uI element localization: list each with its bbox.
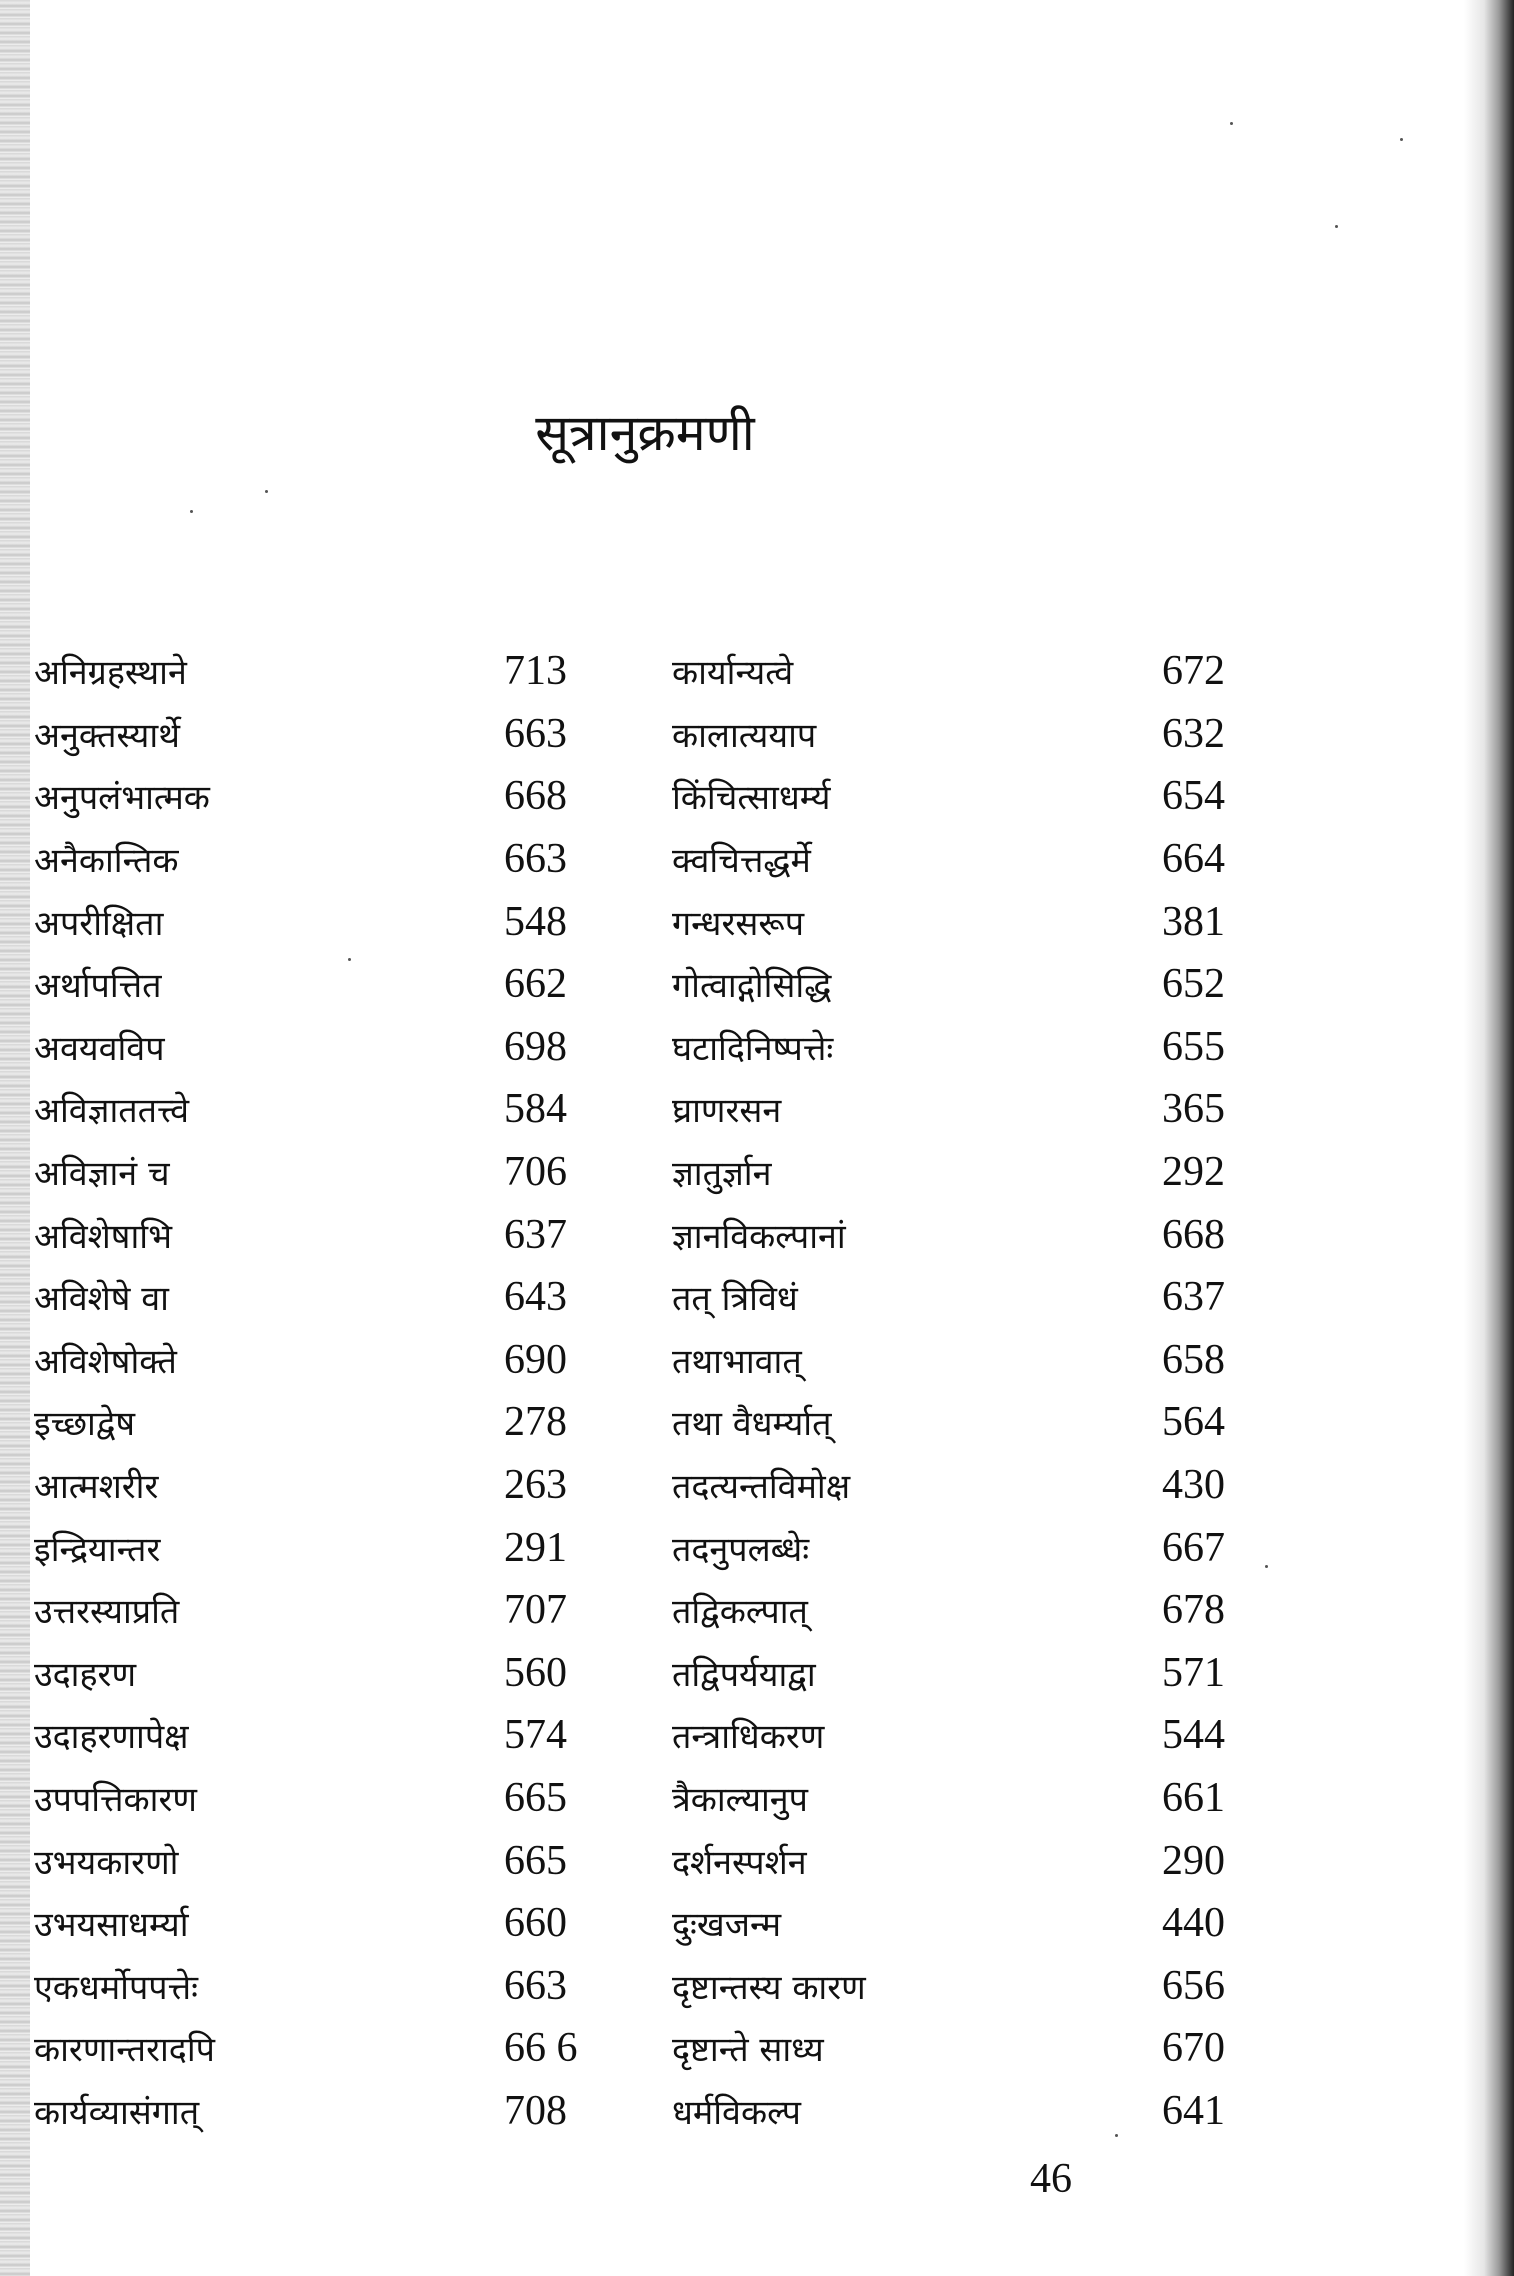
index-term: तन्त्राधिकरण [672,1717,825,1758]
index-entry [672,1767,1252,1830]
index-entry [672,1016,1252,1079]
index-page-number: 544 [1162,1712,1225,1759]
index-term: अविशेषाभि [34,1216,172,1257]
index-page-number: 698 [504,1023,567,1070]
index-page-number: 263 [504,1462,567,1509]
index-page-number: 66 6 [504,2025,578,2072]
index-entry [672,1329,1252,1392]
index-entry [672,1454,1252,1517]
index-term: अनुपलंभात्मक [34,778,210,819]
index-entry [672,828,1252,891]
index-page-number: 668 [504,773,567,820]
index-term: उभयसाधर्म्या [34,1905,189,1946]
index-term: ज्ञानविकल्पानां [672,1216,846,1257]
index-term: ज्ञातुर्ज्ञान [672,1154,772,1195]
scan-speck [1335,225,1338,228]
index-term: दृष्टान्तस्य कारण [672,1967,866,2008]
index-entry [34,828,594,891]
scan-speck [1230,122,1233,125]
index-page-number: 707 [504,1587,567,1634]
index-term: उत्तरस्याप्रति [34,1592,180,1633]
index-term: तथाभावात् [672,1341,802,1382]
index-page-number: 668 [1162,1211,1225,1258]
index-term: अनुक्तस्यार्थे [34,715,180,756]
index-entry [672,1141,1252,1204]
index-entry [672,2080,1252,2143]
index-page-number: 365 [1162,1086,1225,1133]
index-page-number: 706 [504,1149,567,1196]
index-page-number: 381 [1162,898,1225,945]
index-page-number: 660 [504,1900,567,1947]
index-term: तथा वैधर्म्यात् [672,1404,832,1445]
index-page-number: 548 [504,898,567,945]
index-page-number: 655 [1162,1023,1225,1070]
index-entry [672,1892,1252,1955]
index-entry [34,1203,594,1266]
index-page-number: 656 [1162,1962,1225,2009]
scan-right-edge [1464,0,1514,2276]
index-entry [34,1141,594,1204]
index-entry [672,2017,1252,2080]
index-page-number: 690 [504,1336,567,1383]
index-entry [34,1829,594,1892]
index-entry [672,1642,1252,1705]
index-term: इच्छाद्वेष [34,1404,136,1445]
index-term: गन्धरसरूप [672,903,805,944]
index-term: तदनुपलब्धेः [672,1529,810,1570]
index-page-number: 654 [1162,773,1225,820]
index-entry [672,765,1252,828]
index-term: कार्यान्यत्वे [672,653,794,694]
index-term: त्रैकाल्यानुप [672,1779,808,1820]
index-term: अवयवविप [34,1028,165,1069]
index-entry [672,1391,1252,1454]
index-term: तद्विपर्ययाद्वा [672,1654,816,1695]
index-page-number: 564 [1162,1399,1225,1446]
index-page-number: 713 [504,648,567,695]
index-page-number: 574 [504,1712,567,1759]
index-term: धर्मविकल्प [672,2092,801,2133]
index-entry [34,1767,594,1830]
index-entry [34,1642,594,1705]
index-term: अविशेषोक्ते [34,1341,177,1382]
index-entry [672,640,1252,703]
index-entry [34,1266,594,1329]
index-page-number: 662 [504,961,567,1008]
index-term: एकधर्मोपपत्तेः [34,1967,198,2008]
index-term: कारणान्तरादपि [34,2030,215,2071]
index-page-number: 290 [1162,1837,1225,1884]
scan-speck [348,958,351,961]
index-entry [34,1078,594,1141]
index-entry [34,640,594,703]
index-entry [672,1954,1252,2017]
index-page-number: 663 [504,836,567,883]
index-page-number: 708 [504,2087,567,2134]
scan-left-edge [0,0,30,2276]
index-term: उपपत्तिकारण [34,1779,197,1820]
index-page-number: 667 [1162,1524,1225,1571]
index-term: अपरीक्षिता [34,903,164,944]
index-term: अनैकान्तिक [34,841,179,882]
index-term: क्वचित्तद्धर्मे [672,841,811,882]
index-page-number: 278 [504,1399,567,1446]
index-entry [34,1391,594,1454]
index-entry [672,1829,1252,1892]
index-term: अनिग्रहस्थाने [34,653,187,694]
index-term: आत्मशरीर [34,1467,159,1508]
index-entry [672,1704,1252,1767]
index-entry [34,765,594,828]
index-page-number: 664 [1162,836,1225,883]
index-term: तद्विकल्पात् [672,1592,808,1633]
index-page-number: 641 [1162,2087,1225,2134]
index-term: अविज्ञाततत्त्वे [34,1091,190,1132]
index-column-right [672,640,1252,2142]
index-term: दृष्टान्ते साध्य [672,2030,824,2071]
index-entry [34,1454,594,1517]
index-entry [34,1579,594,1642]
page-title: सूत्रानुक्रमणी [535,404,755,462]
index-term: उदाहरण [34,1654,137,1695]
scan-speck [1265,1565,1268,1568]
index-entry [672,703,1252,766]
index-page-number: 637 [504,1211,567,1258]
index-entry [34,2080,594,2143]
index-page-number: 637 [1162,1274,1225,1321]
index-entry [672,1266,1252,1329]
scan-speck [190,510,193,513]
index-page-number: 560 [504,1649,567,1696]
index-entry [34,1329,594,1392]
index-page-number: 663 [504,710,567,757]
index-term: घ्राणरसन [672,1091,782,1132]
index-entry [34,890,594,953]
index-entry [34,703,594,766]
index-page-number: 665 [504,1837,567,1884]
index-term: दुःखजन्म [672,1905,782,1946]
index-page-number: 292 [1162,1149,1225,1196]
index-term: अर्थापत्तित [34,966,162,1007]
index-term: उभयकारणो [34,1842,179,1883]
scan-speck [265,490,268,493]
index-entry [34,1954,594,2017]
index-page-number: 658 [1162,1336,1225,1383]
index-entry [672,1516,1252,1579]
index-entry [34,1892,594,1955]
index-page-number: 670 [1162,2025,1225,2072]
index-page-number: 672 [1162,648,1225,695]
scan-speck [1115,2134,1118,2137]
index-entry [34,1704,594,1767]
index-page-number: 665 [504,1774,567,1821]
index-term: दर्शनस्पर्शन [672,1842,807,1883]
index-term: तदत्यन्तविमोक्ष [672,1467,851,1508]
index-term: कालात्ययाप [672,715,817,756]
index-entry [34,1016,594,1079]
index-page-number: 291 [504,1524,567,1571]
index-entry [34,1516,594,1579]
index-term: तत् त्रिविधं [672,1279,798,1320]
index-term: अविशेषे वा [34,1279,169,1320]
index-entry [672,890,1252,953]
index-column-left [34,640,594,2142]
index-term: गोत्वाद्गोसिद्धि [672,966,832,1007]
index-page-number: 643 [504,1274,567,1321]
index-term: इन्द्रियान्तर [34,1529,161,1570]
index-term: अविज्ञानं च [34,1154,170,1195]
index-page-number: 661 [1162,1774,1225,1821]
index-page-number: 663 [504,1962,567,2009]
index-page-number: 652 [1162,961,1225,1008]
index-entry [34,2017,594,2080]
index-term: किंचित्साधर्म्य [672,778,831,819]
index-page-number: 440 [1162,1900,1225,1947]
page-number: 46 [1030,2156,1072,2202]
index-term: कार्यव्यासंगात् [34,2092,200,2133]
index-term: उदाहरणापेक्ष [34,1717,189,1758]
index-page-number: 632 [1162,710,1225,757]
index-page-number: 584 [504,1086,567,1133]
index-entry [672,1203,1252,1266]
index-entry [34,953,594,1016]
index-page-number: 571 [1162,1649,1225,1696]
index-term: घटादिनिष्पत्तेः [672,1028,834,1069]
index-page-number: 430 [1162,1462,1225,1509]
index-page-number: 678 [1162,1587,1225,1634]
scan-speck [1400,138,1403,141]
index-entry [672,1579,1252,1642]
index-entry [672,953,1252,1016]
index-entry [672,1078,1252,1141]
